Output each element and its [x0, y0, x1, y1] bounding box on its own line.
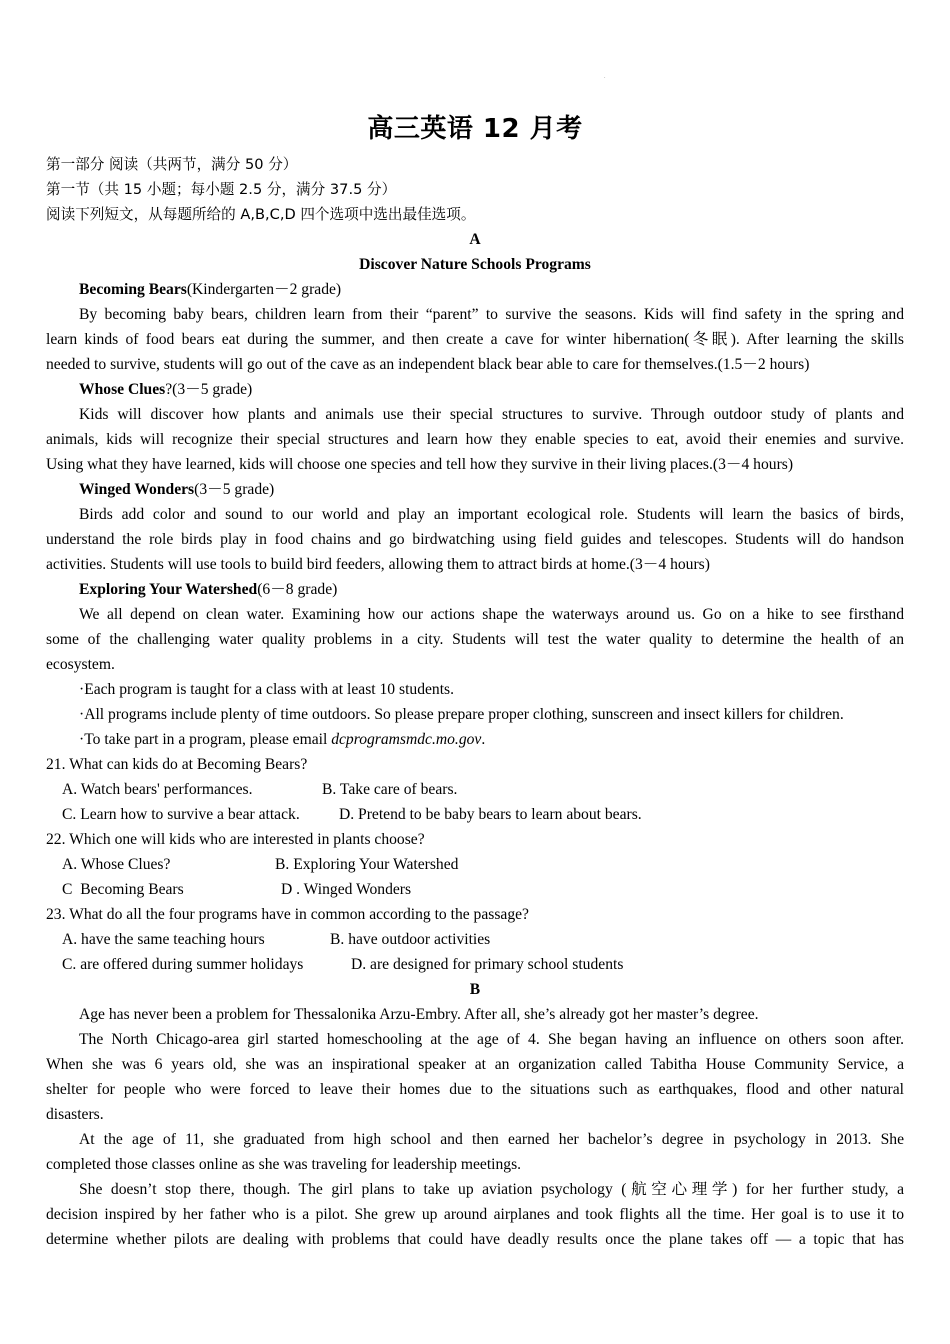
section-instruction: 第一节（共 15 小题；每小题 2.5 分，满分 37.5 分）: [46, 181, 397, 198]
program-grade: (6－8 grade): [257, 581, 338, 598]
passage-a-heading: Discover Nature Schools Programs: [359, 256, 591, 273]
answer-option: A. Watch bears' performances.: [62, 781, 253, 798]
answer-option: D. Pretend to be baby bears to learn about bears.: [339, 806, 642, 823]
answer-option: D . Winged Wonders: [281, 881, 412, 898]
program-title: [79, 580, 904, 600]
answer-option: A. Whose Clues?: [62, 856, 171, 873]
program-name: Exploring Your Watershed: [79, 581, 258, 598]
program-grade: (Kindergarten－2 grade): [186, 281, 342, 298]
paragraph-line: animals, kids will recognize their special structures and learn how they enable species to eat, avoid their enemies and survive.: [46, 431, 904, 448]
paragraph-line: Kids will discover how plants and animals use their special structures to survive. Through outdoor study of plants and: [79, 406, 904, 423]
program-title: [79, 480, 904, 500]
section-instruction: 阅读下列短文，从每题所给的 A,B,C,D 四个选项中选出最佳选项。: [46, 206, 476, 223]
paragraph-line: She doesn’t stop there, though. The girl plans to take up aviation psychology (航空心理学) for her further study, a: [79, 1181, 904, 1198]
section-instruction: 第一部分 阅读（共两节，满分 50 分）: [46, 156, 298, 173]
paragraph-line: Using what they have learned, kids will choose one species and tell how they survive in their living places.(3－4 hours): [46, 456, 794, 473]
question-stem: 21. What can kids do at Becoming Bears?: [46, 756, 308, 773]
program-note: ·All programs include plenty of time outdoors. So please prepare proper clothing, sunscreen and insect killers for children.: [79, 706, 844, 723]
paragraph-line: understand the role birds play in food chains and go birdwatching using field guides and telescopes. Students will do handson: [46, 531, 904, 548]
answer-option: A. have the same teaching hours: [62, 931, 265, 948]
program-title: [79, 280, 904, 300]
paragraph-line: decision inspired by her father who is a pilot. She grew up around airplanes and took flights all the time. Her goal is to use it to: [46, 1206, 904, 1223]
paragraph-line: disasters.: [46, 1106, 104, 1123]
paragraph-line: When she was 6 years old, she was an inspirational speaker at an organization called Tabitha House Community Service, a: [46, 1056, 904, 1073]
paragraph-line: completed those classes online as she was traveling for leadership meetings.: [46, 1156, 522, 1173]
paragraph-line: needed to survive, students will go out of the cave as an independent black bear able to care for themselves.(1.5－2 hours): [46, 356, 810, 373]
paragraph-line: The North Chicago-area girl started homeschooling at the age of 4. She began having an influence on others soon after.: [79, 1031, 904, 1048]
paragraph-line: Age has never been a problem for Thessalonika Arzu-Embry. After all, she’s already got her master’s degree.: [79, 1006, 759, 1023]
answer-option: B. Exploring Your Watershed: [275, 856, 459, 873]
program-title: [79, 380, 904, 400]
page-title: 高三英语 12 月考: [367, 114, 583, 144]
answer-option: B. have outdoor activities: [330, 931, 491, 948]
paragraph-line: We all depend on clean water. Examining how our actions shape the waterways around us. Go on a hike to see firsthand: [79, 606, 904, 623]
email-address: dcprogramsmdc.mo.gov: [331, 731, 482, 748]
program-name: Winged Wonders: [79, 481, 195, 498]
email-note-suffix: .: [481, 731, 486, 748]
program-grade: (3－5 grade): [194, 481, 275, 498]
answer-option: C Becoming Bears: [62, 881, 184, 898]
program-grade: ?(3－5 grade): [165, 381, 253, 398]
passage-a-label: A: [469, 231, 481, 248]
program-note: ·Each program is taught for a class with at least 10 students.: [79, 681, 455, 698]
program-name: Becoming Bears: [79, 281, 187, 298]
paragraph-line: ecosystem.: [46, 656, 115, 673]
answer-option: B. Take care of bears.: [322, 781, 458, 798]
question-stem: 22. Which one will kids who are interested in plants choose?: [46, 831, 425, 848]
header-marker: .: [604, 74, 606, 80]
program-name: Whose Clues: [79, 381, 166, 398]
answer-option: C. Learn how to survive a bear attack.: [62, 806, 300, 823]
passage-b-label: B: [469, 981, 481, 998]
paragraph-line: Birds add color and sound to our world and play an important ecological role. Students will learn the basics of birds,: [79, 506, 904, 523]
paragraph-line: By becoming baby bears, children learn from their “parent” to survive the seasons. Kids will find safety in the spring and: [79, 306, 904, 323]
program-note: [79, 730, 904, 750]
paragraph-line: shelter for people who were forced to leave their homes due to the situations such as earthquakes, flood and other natural: [46, 1081, 904, 1098]
paragraph-line: activities. Students will use tools to build bird feeders, allowing them to attract birds at home.(3－4 hours): [46, 556, 710, 573]
email-note-prefix: ·To take part in a program, please email: [79, 731, 332, 748]
answer-option: D. are designed for primary school students: [351, 956, 624, 973]
paragraph-line: learn kinds of food bears eat during the summer, and then create a cave for winter hibernation(冬眠). After learning the skills: [46, 331, 904, 348]
answer-option: C. are offered during summer holidays: [62, 956, 304, 973]
paragraph-line: some of the challenging water quality problems in a city. Students will test the water quality to determine the health of an: [46, 631, 904, 648]
question-stem: 23. What do all the four programs have in common according to the passage?: [46, 906, 529, 923]
paragraph-line: At the age of 11, she graduated from high school and then earned her bachelor’s degree in psychology in 2013. She: [79, 1131, 904, 1148]
paragraph-line: determine whether pilots are dealing with problems that could have deadly results once the plane takes off — a topic that has: [46, 1231, 904, 1248]
